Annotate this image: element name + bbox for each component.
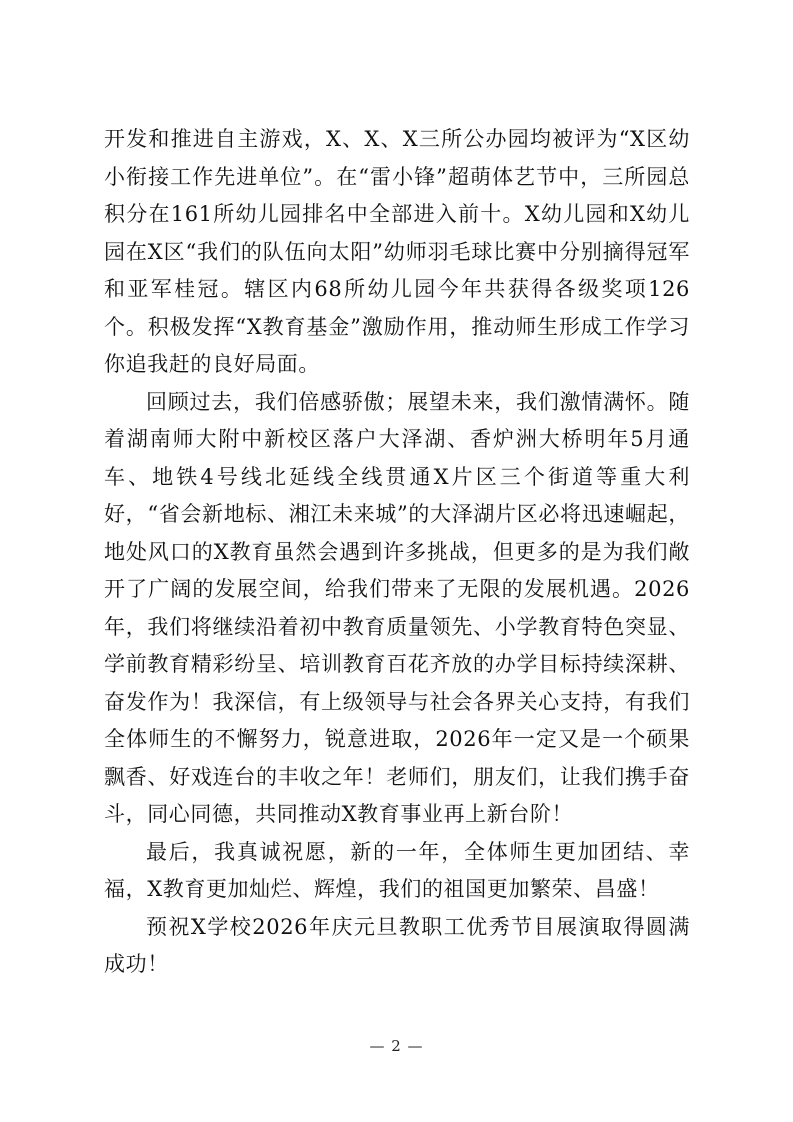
paragraph-achievements: 开发和推进自主游戏，X、X、X三所公办园均被评为“X区幼小衔接工作先进单位”。在“雷小锋”超萌体艺节中，三所园总积分在161所幼儿园排名中全部进入前十。X幼儿园和X幼儿园在X区“我们的队伍向太阳”幼师羽毛球比赛中分别摘得冠军和亚军桂冠。辖区内68所幼儿园今年共获得各级奖项126个。积极发挥“X教育基金”激励作用，推动师生形成工作学习你追我赶的良好局面。 <box>104 127 690 376</box>
paragraph-wishes: 最后，我真诚祝愿，新的一年，全体师生更加团结、幸福，X教育更加灿烂、辉煌，我们的祖国更加繁荣、昌盛！ <box>104 839 690 901</box>
page-number: — 2 — <box>369 1037 424 1055</box>
paragraph-outlook: 回顾过去，我们倍感骄傲；展望未来，我们激情满怀。随着湖南师大附中新校区落户大泽湖、香炉洲大桥明年5月通车、地铁4号线北延线全线贯通X片区三个街道等重大利好，“省会新地标、湘江未来城”的大泽湖片区必将迅速崛起，地处风口的X教育虽然会遇到许多挑战，但更多的是为我们敞开了广阔的发展空间，给我们带来了无限的发展机遇。2026年，我们将继续沿着初中教育质量领先、小学教育特色突显、学前教育精彩纷呈、培训教育百花齐放的办学目标持续深耕、奋发作为！我深信，有上级领导与社会各界关心支持，有我们全体师生的不懈努力，锐意进取，2026年一定又是一个硕果飘香、好戏连台的丰收之年！老师们，朋友们，让我们携手奋斗，同心同德，共同推动X教育事业再上新台阶！ <box>104 389 690 826</box>
paragraph-closing: 预祝X学校2026年庆元旦教职工优秀节目展演取得圆满成功！ <box>104 914 690 976</box>
body-text <box>104 121 690 984</box>
